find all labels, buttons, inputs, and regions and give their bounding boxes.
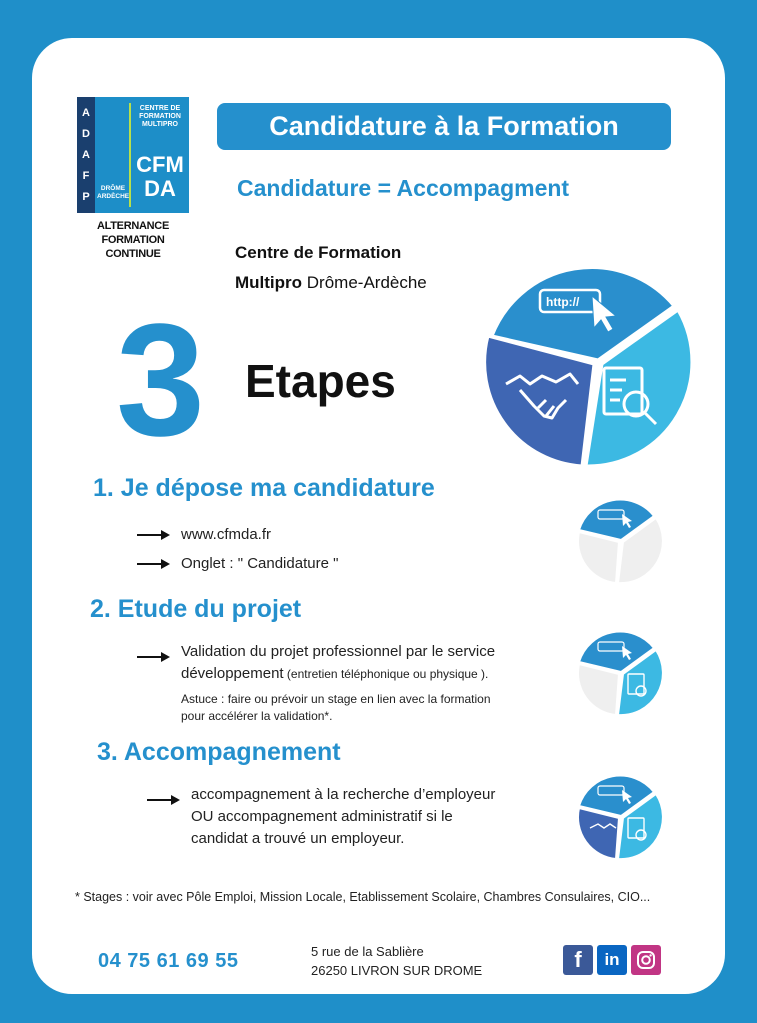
footnote: * Stages : voir avec Pôle Emploi, Mission Locale, Etablissement Scolaire, Chambres Consulaires, CIO... [75, 890, 651, 904]
big-number: 3 [116, 290, 205, 469]
step-1-line-2: Onglet : " Candidature " [137, 555, 338, 572]
etapes-heading: Etapes [245, 355, 396, 407]
step-1-pie-icon [578, 496, 664, 584]
step-2-pie-icon [578, 628, 664, 716]
facebook-icon[interactable]: f [563, 945, 593, 975]
steps-pie-graphic [486, 256, 696, 468]
cfmda-logo: A D A F P CENTRE DE FORMATION MULTIPRO CFM DA DRÔME ARDÈCHE ALTERNANCE FORMATION CONTINUE [77, 97, 189, 257]
arrow-right-icon [137, 651, 171, 663]
step-2-title: 2. Etude du projet [90, 595, 302, 623]
step-1-title: 1. Je dépose ma candidature [93, 474, 435, 502]
tip-text: Astuce : faire ou prévoir un stage en lien avec la formation pour accélérer la validation*. [181, 692, 491, 723]
instagram-icon[interactable] [631, 945, 661, 975]
arrow-right-icon [137, 558, 171, 570]
address: 5 rue de la Sablière 26250 LIVRON SUR DROME [311, 944, 483, 978]
arrow-right-icon [147, 794, 181, 806]
subtitle: Candidature = Accompagment [237, 175, 570, 201]
step-3-body: accompagnement à la recherche d’employeur OU accompagnement administratif si le candidat a trouvé un employeur. [147, 784, 547, 850]
logo-strip: A D A F P [77, 97, 95, 213]
arrow-right-icon [137, 529, 171, 541]
phone-number[interactable]: 04 75 61 69 55 [98, 950, 239, 972]
svg-text:http://: http:// [546, 295, 580, 309]
website-link[interactable]: www.cfmda.fr [181, 526, 272, 543]
centre-name: Centre de Formation Multipro Drôme-Ardèche [235, 243, 427, 292]
step-3-pie-icon [578, 772, 664, 860]
linkedin-icon[interactable]: in [597, 945, 627, 975]
page-title: Candidature à la Formation [217, 103, 671, 150]
step-2-body: Validation du projet professionnel par le service développement (entretien téléphonique ou physique ). Astuce : faire ou prévoir un stage en lien avec la formation pour accélérer la validation*. [137, 641, 557, 725]
step-1-line-1 [137, 526, 271, 543]
step-3-title: 3. Accompagnement [97, 738, 341, 766]
